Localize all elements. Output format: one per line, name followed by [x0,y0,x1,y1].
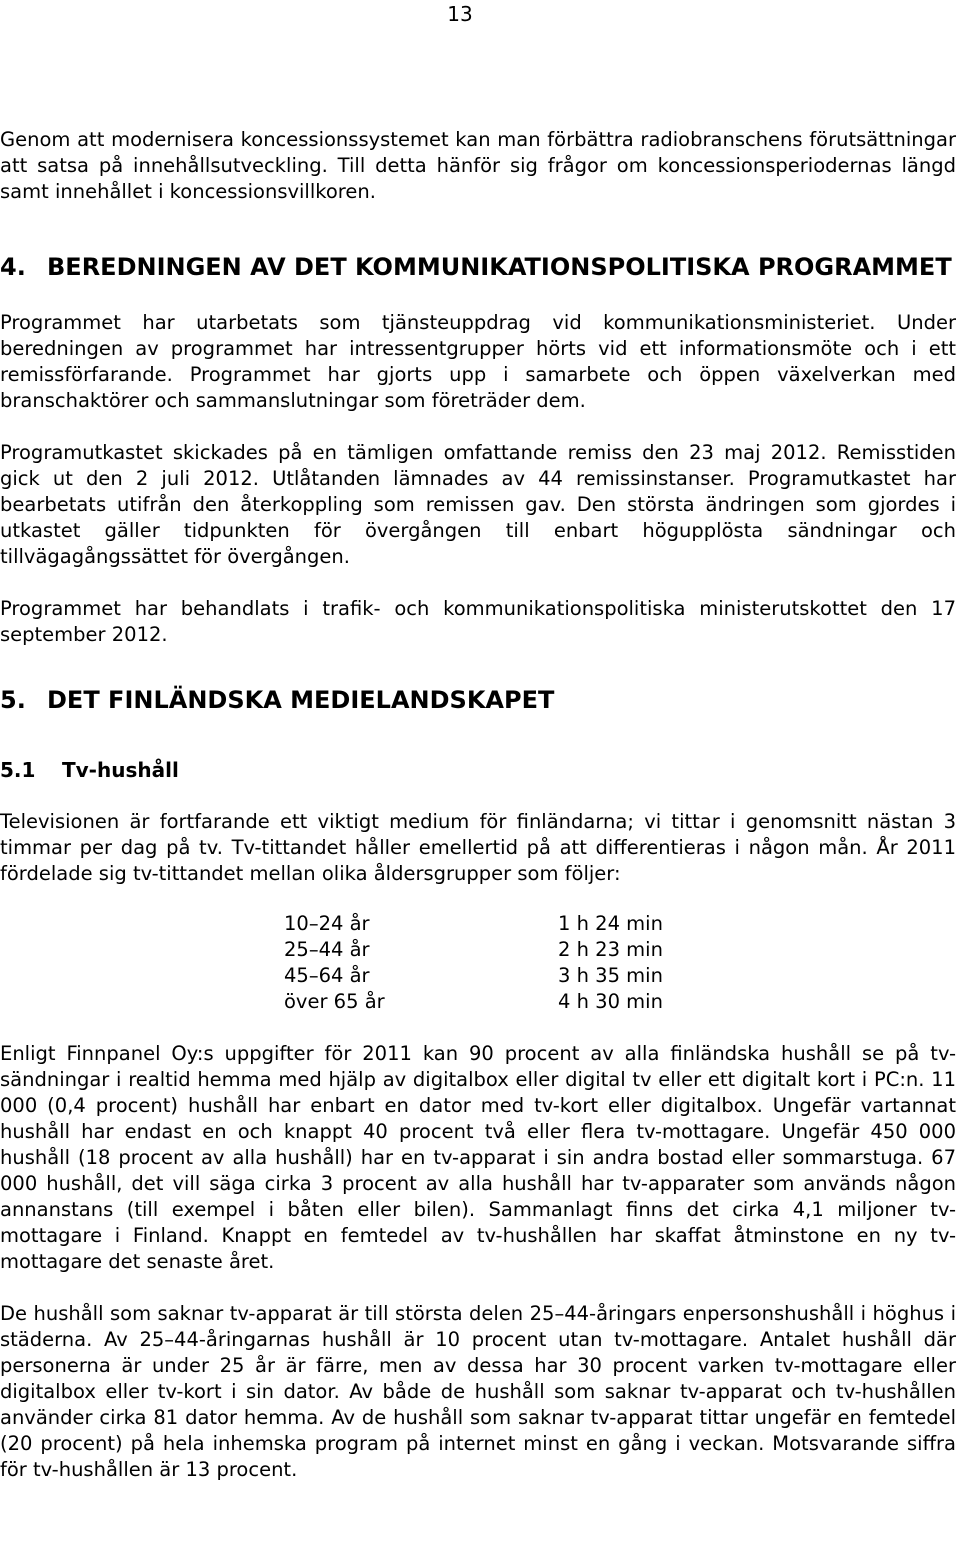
section-4-paragraph: Programutkastet skickades på en tämligen omfattande remiss den 23 maj 2012. Remisstiden gick ut den 2 juli 2012. Utlåtanden lämnades av 44 remissinstanser. Programutkastet har bearbetats utifrån den återkoppling som remissen gav. Den största ändringen som gjordes i utkastet gäller tidpunkten för övergången till enbart högupplösta sändningar och tillvägagångssättet för övergången. [0,441,956,568]
viewing-time-cell: 3 h 35 min [558,964,663,987]
table-row [284,937,663,963]
section-5-1-number: 5.1 [0,758,36,782]
section-5-1-intro: Televisionen är fortfarande ett viktigt medium för finländarna; vi tittar i genomsnitt nästan 3 timmar per dag på tv. Tv-tittandet håller emellertid på att differentieras i någon mån. År 2011 fördelade sig tv-tittandet mellan olika åldersgrupper som följer: [0,810,956,885]
table-row [284,963,663,989]
section-4-heading [0,251,956,284]
section-5-1-title: Tv-hushåll [62,758,179,782]
age-group-cell: 10–24 år [284,912,370,935]
intro-paragraph: Genom att modernisera koncessionssystemet kan man förbättra radiobranschens förutsättningar att satsa på innehållsutveckling. Till detta hänför sig frågor om koncessionsperiodernas längd samt innehållet i koncessionsvillkoren. [0,128,956,203]
viewing-time-cell: 2 h 23 min [558,938,663,961]
section-5-1-paragraph: Enligt Finnpanel Oy:s uppgifter för 2011 kan 90 procent av alla finländska hushåll se på tv-sändningar i realtid hemma med hjälp av digitalbox eller digital tv eller ett digitalt kort i PC:n. 11 000 (0,4 procent) hushåll har enbart en dator med tv-kort eller digitalbox. Ungefär vartannat hushåll har endast en och knappt 40 procent två eller flera tv-mottagare. Ungefär 450 000 hushåll (18 procent av alla hushåll) har en tv-apparat i sin andra bostad eller sommarstuga. 67 000 hushåll, det vill säga cirka 3 procent av alla hushåll har tv-apparater som används någon annanstans (till exempel i båten eller bilen). Sammanlagt finns det cirka 4,1 miljoner tv-mottagare i Finland. Knappt en femtedel av tv-hushållen har skaffat åtminstone en ny tv-mottagare det senaste året. [0,1042,956,1273]
viewing-time-table [284,911,663,1015]
section-4-paragraph: Programmet har behandlats i trafik- och kommunikationspolitiska ministerutskottet den 17 september 2012. [0,597,956,646]
document-body [0,127,956,1483]
section-4-number: 4. [0,253,26,281]
section-5-1-heading [0,757,956,783]
section-5-title: DET FINLÄNDSKA MEDIELANDSKAPET [47,686,555,714]
section-5-number: 5. [0,686,26,714]
section-5-heading [0,684,956,717]
viewing-time-cell: 1 h 24 min [558,912,663,935]
section-4-title: BEREDNINGEN AV DET KOMMUNIKATIONSPOLITISKA PROGRAMMET [47,253,952,281]
viewing-time-cell: 4 h 30 min [558,990,663,1013]
section-5-1-paragraph: De hushåll som saknar tv-apparat är till största delen 25–44-åringars enpersonshushåll i höghus i städerna. Av 25–44-åringarnas hushåll är 10 procent utan tv-mottagare. Antalet hushåll där personerna är under 25 år är färre, men av dessa har 30 procent varken tv-mottagare eller digitalbox eller tv-kort i sin dator. Av både de hushåll som saknar tv-apparat och tv-hushållen använder cirka 81 dator hemma. Av de hushåll som saknar tv-apparat tittar ungefär en femtedel (20 procent) på hela inhemska program på internet minst en gång i veckan. Motsvarande siffra för tv-hushållen är 13 procent. [0,1302,956,1481]
age-group-cell: över 65 år [284,990,385,1013]
section-4-paragraph: Programmet har utarbetats som tjänsteuppdrag vid kommunikationsministeriet. Under beredningen av programmet har intressentgrupper hörts vid ett informationsmöte och i ett remissförfarande. Programmet har gjorts upp i samarbete och öppen växelverkan med branschaktörer och sammanslutningar som företräder dem. [0,311,956,412]
table-row [284,911,663,937]
age-group-cell: 25–44 år [284,938,370,961]
table-row [284,989,663,1015]
page-number: 13 [447,2,473,26]
age-group-cell: 45–64 år [284,964,370,987]
